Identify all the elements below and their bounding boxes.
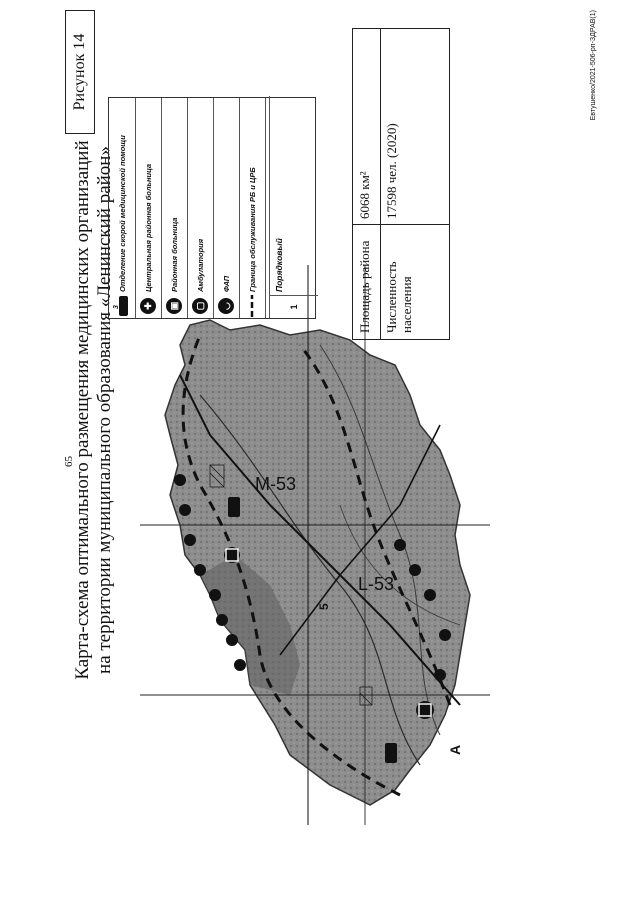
title-line-1: Карта-схема оптимального размещения медицинских организаций [72,140,93,680]
road-label-m53: M-53 [255,474,297,494]
fap-marker [394,539,406,551]
fap-marker [174,474,186,486]
ambulance-icon-svg [113,295,131,317]
legend-row-service-border [239,98,266,318]
fap-marker [216,614,228,626]
district-hospital-icon: ▣ [162,294,186,318]
central-hospital-icon: ✚ [136,294,160,318]
footer-code: Евтушенко/2021-506-рп-ЗДРАВ(1) [590,10,597,121]
ambulatory-icon: ▢ [188,294,212,318]
legend-subtable [269,96,318,318]
fap-marker [409,564,421,576]
ambulance-icon [110,294,134,318]
legend-label: Центральная районная больница [143,163,153,292]
legend-row-ambulatory [187,98,214,318]
figure-label: Рисунок 14 [65,10,95,134]
fap-marker [434,669,446,681]
population-value: 17598 чел. (2020) [384,123,399,219]
population-label: Численность населения [384,261,414,333]
map-legend [108,97,316,319]
district-map [140,265,490,825]
legend-label: Районная больница [169,217,179,292]
legend-label: Граница обслуживания РБ и ЦРБ [247,167,257,292]
legend-row-fap [213,98,240,318]
fap-marker [194,564,206,576]
road-label-l53: L-53 [358,574,395,594]
fap-marker [439,629,451,641]
fap-marker [226,634,238,646]
district-outline [165,320,470,805]
page-number: 65 [63,456,75,467]
fap-icon: ◡ [214,294,238,318]
legend-order-col: Порядковый [274,238,284,292]
ambulance-marker [228,497,240,517]
zone-label-5: 5 [317,603,331,610]
fap-marker [424,589,436,601]
fap-marker [209,589,221,601]
fap-marker [234,659,246,671]
legend-label: ФАП [221,275,231,292]
district-stats-table [352,28,450,340]
legend-label: Отделение скорой медицинской помощи [117,135,127,292]
title-line-2: на территории муниципального образования «Ленинский район» [94,146,115,674]
legend-row-central-hospital [135,98,162,318]
legend-number-col: 1 [270,295,318,318]
area-value: 6068 км² [357,171,372,219]
legend-row-ambulance [109,98,136,318]
legend-row-district-hospital [161,98,188,318]
fap-marker [184,534,196,546]
zone-label-a: А [447,744,463,755]
ambulance-number: 3 [113,305,120,309]
ambulance-marker [385,743,397,763]
service-border-line [240,294,264,318]
area-label: Площадь района [357,240,372,333]
legend-label: Амбулатория [195,238,205,292]
fap-marker [179,504,191,516]
